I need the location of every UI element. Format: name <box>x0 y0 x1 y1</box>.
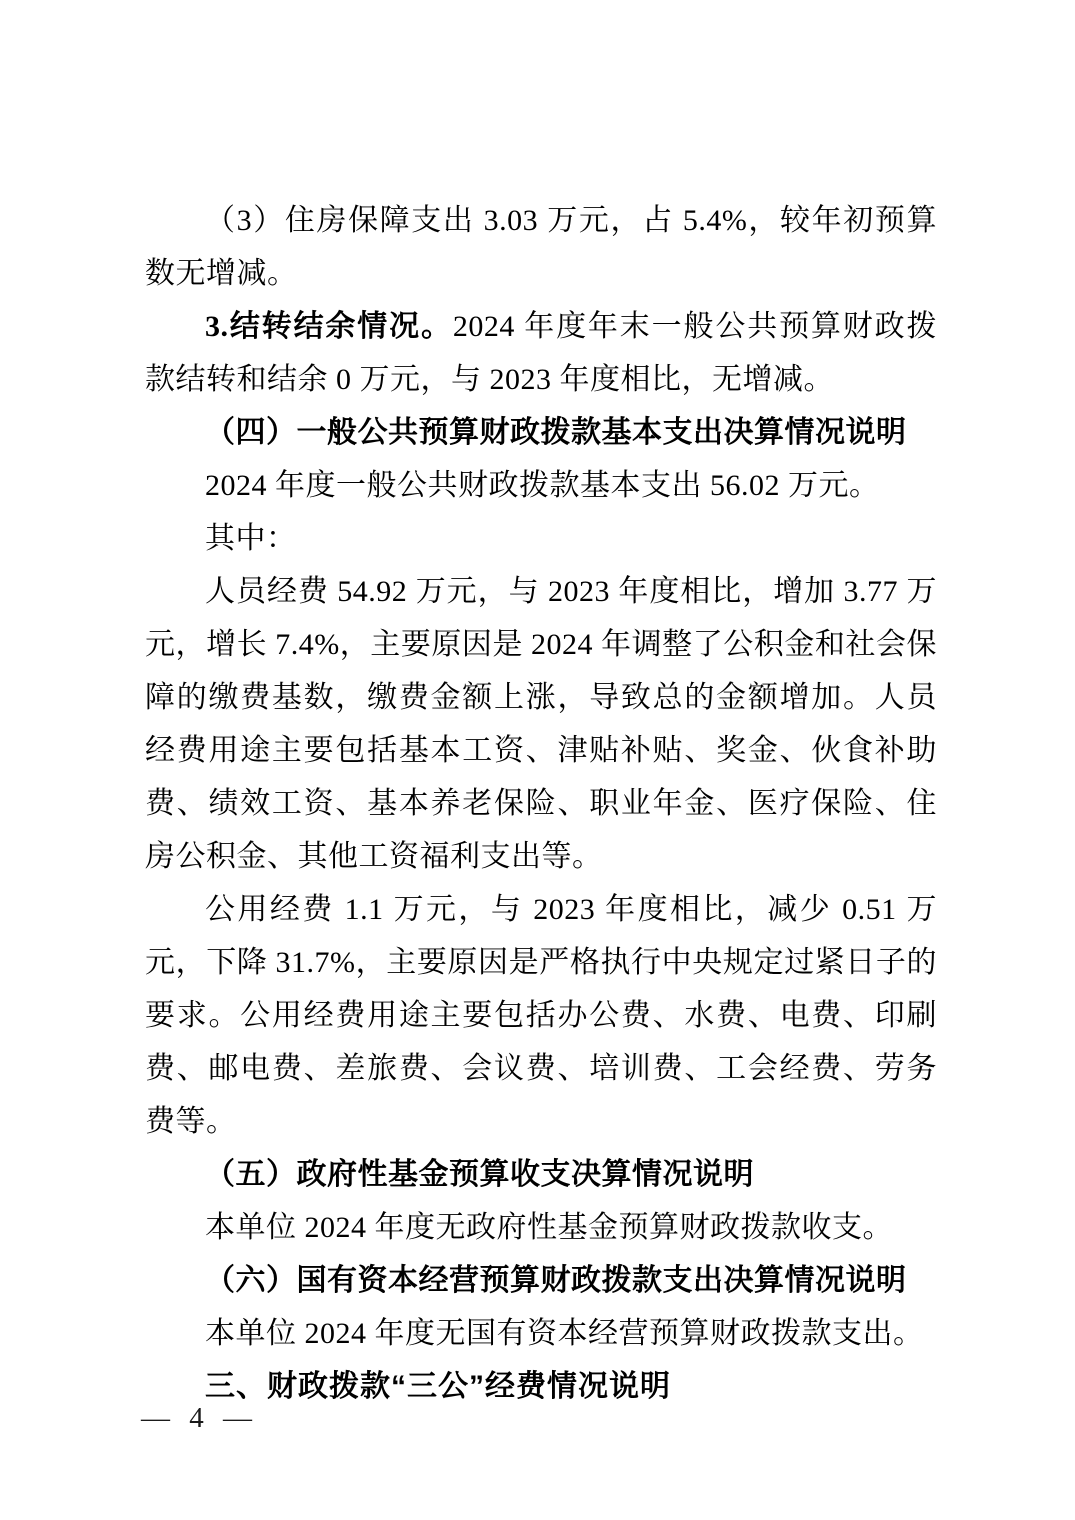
paragraph-text: 2024 年度年末一般公共预算财政拨款结转和结余 0 万元，与 2023 年度相比，无增减。 <box>145 310 938 396</box>
paragraph-carryover-balance <box>145 300 937 406</box>
section-heading-5-government-fund-budget: （五）政府性基金预算收支决算情况说明 <box>205 1158 754 1191</box>
paragraph-personnel-funds: 人员经费 54.92 万元，与 2023 年度相比，增加 3.77 万元，增长 7.4%，主要原因是 2024 年调整了公积金和社会保障的缴费基数，缴费金额上涨，导致总的金额增加。人员经费用途主要包括基本工资、津贴补贴、奖金、伙食补助费、绩效工资、基本养老保险、职业年金、医疗保险、住房公积金、其他工资福利支出等。 <box>145 575 937 873</box>
paragraph-among-which: 其中： <box>205 522 297 555</box>
paragraph-no-government-fund: 本单位 2024 年度无政府性基金预算财政拨款收支。 <box>205 1211 893 1244</box>
section-heading-4-basic-expenditure: （四）一般公共预算财政拨款基本支出决算情况说明 <box>205 416 907 449</box>
section-heading-6-state-capital-budget: （六）国有资本经营预算财政拨款支出决算情况说明 <box>205 1264 907 1297</box>
paragraph-bold-lead: 3.结转结余情况。 <box>205 310 453 343</box>
paragraph-no-state-capital: 本单位 2024 年度无国有资本经营预算财政拨款支出。 <box>205 1317 924 1350</box>
paragraph-public-funds: 公用经费 1.1 万元，与 2023 年度相比，减少 0.51 万元，下降 31.7%，主要原因是严格执行中央规定过紧日子的要求。公用经费用途主要包括办公费、水费、电费、印刷费、邮电费、差旅费、会议费、培训费、工会经费、劳务费等。 <box>145 893 937 1138</box>
paragraph-housing-support-expense: （3）住房保障支出 3.03 万元，占 5.4%，较年初预算数无增减。 <box>145 204 937 290</box>
page-number: — 4 — <box>141 1402 258 1434</box>
document-body <box>145 194 937 1413</box>
paragraph-basic-expenditure-total: 2024 年度一般公共财政拨款基本支出 56.02 万元。 <box>205 469 880 502</box>
section-heading-3-three-public-funds: 三、财政拨款“三公”经费情况说明 <box>205 1370 671 1403</box>
